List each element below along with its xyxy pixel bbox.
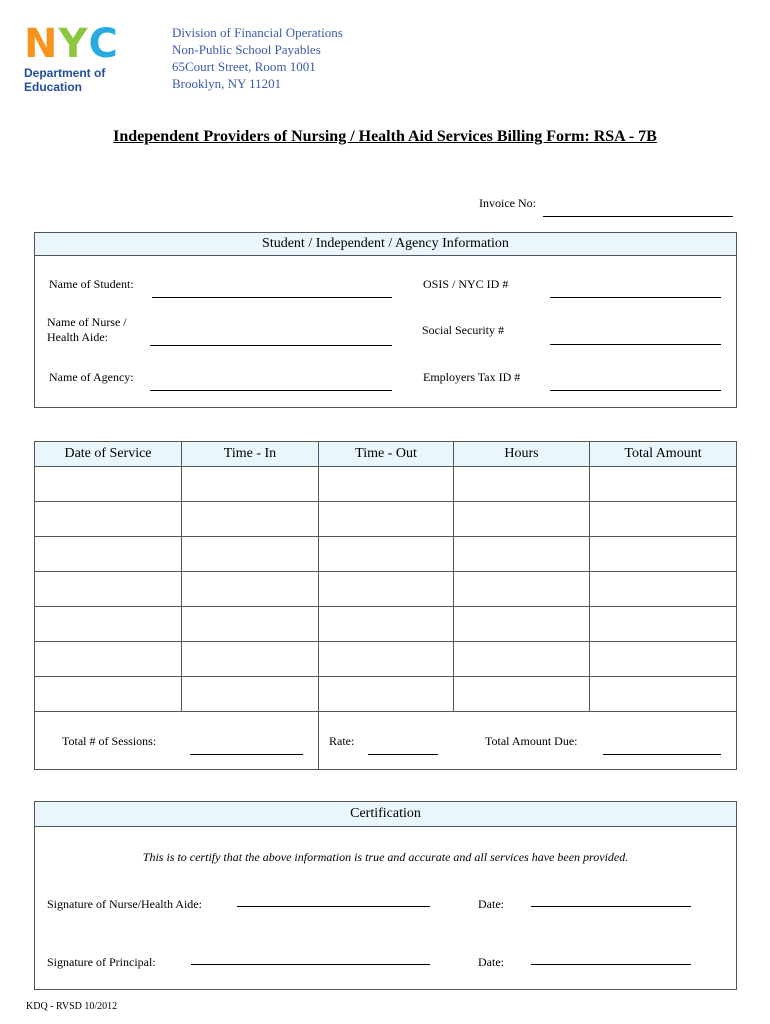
agency-name-field[interactable]: [150, 390, 392, 391]
form-title: Independent Providers of Nursing / Health Aid Services Billing Form: RSA - 7B: [113, 128, 657, 145]
logo-letters: [24, 21, 142, 67]
total-amount-cell[interactable]: [590, 607, 737, 642]
services-totals-row: [35, 712, 737, 770]
hours-cell[interactable]: [454, 572, 590, 607]
total-due-label: Total Amount Due:: [485, 734, 578, 748]
date-of-service-cell[interactable]: [35, 607, 182, 642]
total-amount-cell[interactable]: [590, 537, 737, 572]
time-in-cell[interactable]: [182, 677, 319, 712]
total-amount-cell[interactable]: [590, 642, 737, 677]
total-amount-cell[interactable]: [590, 572, 737, 607]
logo-dept-line1: Department of: [24, 66, 106, 80]
invoice-label: Invoice No:: [479, 196, 536, 210]
time-in-cell[interactable]: [182, 572, 319, 607]
nurse-name-field[interactable]: [150, 345, 392, 346]
info-section-header: Student / Independent / Agency Information: [35, 233, 736, 256]
principal-date-label: Date:: [478, 955, 504, 969]
time-out-cell[interactable]: [319, 467, 454, 502]
col-time-in: Time - In: [182, 442, 319, 467]
logo-letter-c: C: [88, 21, 119, 67]
certification-statement: This is to certify that the above information is true and accurate and all services have been provided.: [142, 850, 629, 864]
service-row: [35, 642, 737, 677]
nurse-name-label-line1: Name of Nurse /: [47, 315, 127, 329]
nurse-signature-field[interactable]: [237, 906, 430, 907]
time-in-cell[interactable]: [182, 502, 319, 537]
rate-and-due-cell: [319, 712, 737, 770]
certification-header: Certification: [35, 802, 736, 827]
hours-cell[interactable]: [454, 607, 590, 642]
total-amount-cell[interactable]: [590, 467, 737, 502]
rate-label: Rate:: [329, 734, 355, 748]
osis-id-label: OSIS / NYC ID #: [423, 277, 509, 291]
date-of-service-cell[interactable]: [35, 467, 182, 502]
service-row: [35, 502, 737, 537]
service-row: [35, 537, 737, 572]
hours-cell[interactable]: [454, 677, 590, 712]
rate-field[interactable]: [368, 754, 438, 755]
col-time-out: Time - Out: [319, 442, 454, 467]
time-in-cell[interactable]: [182, 537, 319, 572]
hours-cell[interactable]: [454, 537, 590, 572]
osis-id-field[interactable]: [550, 297, 721, 298]
logo-dept-line2: Education: [24, 80, 83, 94]
logo-letter-y: Y: [58, 21, 89, 67]
total-sessions-label: Total # of Sessions:: [62, 734, 157, 748]
nurse-name-label: [47, 315, 127, 345]
date-of-service-cell[interactable]: [35, 572, 182, 607]
employer-tax-id-field[interactable]: [550, 390, 721, 391]
ssn-field[interactable]: [550, 344, 721, 345]
agency-name-label: Name of Agency:: [49, 370, 134, 384]
hours-cell[interactable]: [454, 502, 590, 537]
time-out-cell[interactable]: [319, 677, 454, 712]
total-sessions-cell: [35, 712, 319, 770]
time-in-cell[interactable]: [182, 607, 319, 642]
nurse-name-label-line2: Health Aide:: [47, 330, 108, 344]
logo-letter-n: N: [24, 21, 59, 67]
nyc-doe-logo: [24, 21, 142, 94]
ssn-label: Social Security #: [422, 323, 504, 337]
time-out-cell[interactable]: [319, 642, 454, 677]
time-out-cell[interactable]: [319, 572, 454, 607]
nurse-date-label: Date:: [478, 897, 504, 911]
total-amount-cell[interactable]: [590, 502, 737, 537]
hours-cell[interactable]: [454, 642, 590, 677]
services-header-row: [35, 442, 737, 467]
date-of-service-cell[interactable]: [35, 642, 182, 677]
service-row: [35, 607, 737, 642]
nurse-signature-label: Signature of Nurse/Health Aide:: [47, 897, 202, 911]
address-line2: Non-Public School Payables: [172, 42, 321, 57]
service-row: [35, 677, 737, 712]
invoice-number-field[interactable]: [543, 216, 733, 217]
total-due-field[interactable]: [603, 754, 721, 755]
address-line1: Division of Financial Operations: [172, 25, 343, 40]
total-amount-cell[interactable]: [590, 677, 737, 712]
student-name-field[interactable]: [152, 297, 392, 298]
date-of-service-cell[interactable]: [35, 677, 182, 712]
time-in-cell[interactable]: [182, 467, 319, 502]
info-section: [34, 232, 737, 408]
time-in-cell[interactable]: [182, 642, 319, 677]
time-out-cell[interactable]: [319, 607, 454, 642]
time-out-cell[interactable]: [319, 537, 454, 572]
nurse-date-field[interactable]: [531, 906, 691, 907]
col-date-of-service: Date of Service: [35, 442, 182, 467]
form-revision-code: KDQ - RVSD 10/2012: [26, 1001, 118, 1012]
address-line3: 65Court Street, Room 1001: [172, 59, 316, 74]
hours-cell[interactable]: [454, 467, 590, 502]
time-out-cell[interactable]: [319, 502, 454, 537]
service-row: [35, 467, 737, 502]
employer-tax-id-label: Employers Tax ID #: [423, 370, 521, 384]
address-line4: Brooklyn, NY 11201: [172, 76, 282, 91]
total-sessions-field[interactable]: [190, 754, 303, 755]
principal-signature-field[interactable]: [191, 964, 430, 965]
service-row: [35, 572, 737, 607]
principal-signature-label: Signature of Principal:: [47, 955, 156, 969]
col-hours: Hours: [454, 442, 590, 467]
date-of-service-cell[interactable]: [35, 537, 182, 572]
services-table: [34, 441, 737, 770]
student-name-label: Name of Student:: [49, 277, 134, 291]
principal-date-field[interactable]: [531, 964, 691, 965]
office-address: [172, 24, 343, 92]
col-total-amount: Total Amount: [590, 442, 737, 467]
date-of-service-cell[interactable]: [35, 502, 182, 537]
